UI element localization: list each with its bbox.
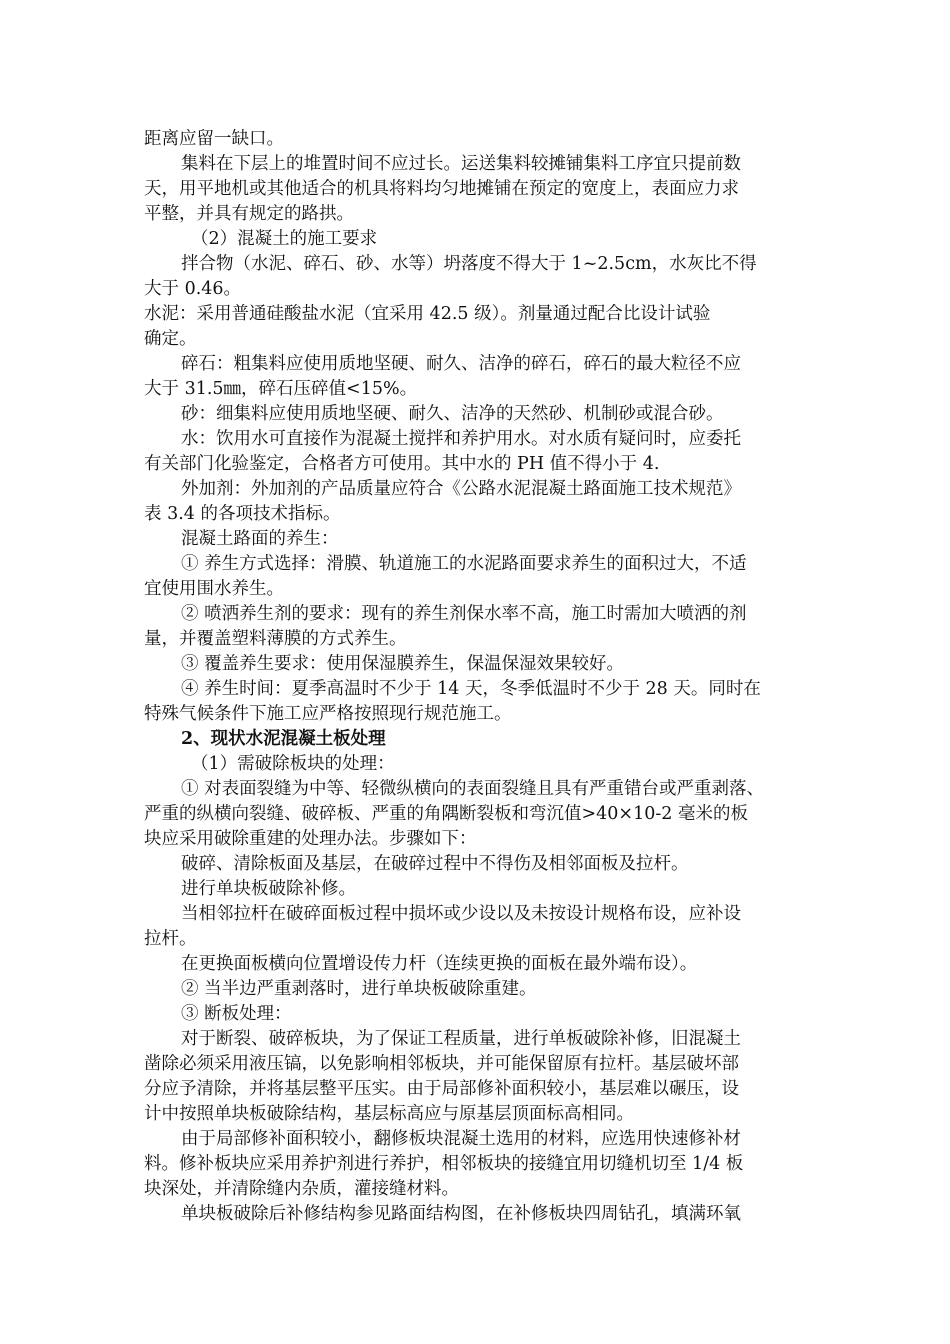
- paragraph-start: 混凝土路面的养生：: [181, 529, 339, 549]
- paragraph-start: 外加剂：外加剂的产品质量应符合《公路水泥混凝土路面施工技术规范》: [181, 479, 741, 499]
- document-body: [144, 127, 814, 1227]
- paragraph-start: 单块板破除后补修结构参见路面结构图，在补修板块四周钻孔，填满环氧: [181, 1204, 741, 1224]
- section-subheading: （1）需破除板块的处理：: [191, 754, 395, 774]
- text-line: 分应予清除，并将基层整平压实。由于局部修补面积较小，基层难以碾压，设: [144, 1079, 739, 1099]
- paragraph-start: 水：饮用水可直接作为混凝土搅拌和养护用水。对水质有疑问时，应委托: [181, 429, 741, 449]
- text-line: 计中按照单块板破除结构，基层标高应与原基层顶面标高相同。: [144, 1104, 634, 1124]
- text-line: 天，用平地机或其他适合的机具将料均匀地摊铺在预定的宽度上，表面应力求: [144, 179, 739, 199]
- text-line: 料。修补板块应采用养护剂进行养护，相邻板块的接缝宜用切缝机切至 1/4 板: [144, 1154, 744, 1174]
- text-line: 凿除必须采用液压镐，以免影响相邻板块，并可能保留原有拉杆。基层破坏部: [144, 1054, 739, 1074]
- paragraph-start: 在更换面板横向位置增设传力杆（连续更换的面板在最外端布设）。: [181, 954, 698, 974]
- text-line: 表 3.4 的各项技术指标。: [144, 504, 341, 524]
- paragraph-start: 砂：细集料应使用质地坚硬、耐久、洁净的天然砂、机制砂或混合砂。: [181, 404, 724, 424]
- list-item: ① 对表面裂缝为中等、轻微纵横向的表面裂缝且具有严重错台或严重剥落、: [181, 779, 765, 799]
- paragraph-start: 集料在下层上的堆置时间不应过长。运送集料较摊铺集料工序宜只提前数: [181, 154, 741, 174]
- text-line: 大于 31.5㎜，碎石压碎值<15%。: [144, 379, 418, 399]
- list-item: ④ 养生时间：夏季高温时不少于 14 天，冬季低温时不少于 28 天。同时在: [181, 679, 761, 699]
- paragraph-start: 水泥：采用普通硅酸盐水泥（宜采用 42.5 级）。剂量通过配合比设计试验: [144, 304, 711, 324]
- text-line: 特殊气候条件下施工应严格按照现行规范施工。: [144, 704, 512, 724]
- text-line: 确定。: [144, 329, 197, 349]
- paragraph-start: 破碎、清除板面及基层，在破碎过程中不得伤及相邻面板及拉杆。: [181, 854, 689, 874]
- paragraph-start: 拌合物（水泥、碎石、砂、水等）坍落度不得大于 1~2.5cm，水灰比不得: [181, 254, 757, 274]
- section-heading: 2、现状水泥混凝土板处理: [181, 729, 386, 749]
- paragraph-start: 碎石：粗集料应使用质地坚硬、耐久、洁净的碎石，碎石的最大粒径不应: [181, 354, 741, 374]
- text-line: 严重的纵横向裂缝、破碎板、严重的角隅断裂板和弯沉值>40×10-2 毫米的板: [144, 804, 748, 824]
- list-item: ③ 断板处理：: [181, 1004, 292, 1024]
- text-line: 块应采用破除重建的处理办法。步骤如下：: [144, 829, 477, 849]
- list-item: ② 喷洒养生剂的要求：现有的养生剂保水率不高，施工时需加大喷洒的剂: [181, 604, 747, 624]
- text-line: 块深处，并清除缝内杂质，灌接缝材料。: [144, 1179, 459, 1199]
- text-line: 有关部门化验鉴定，合格者方可使用。其中水的 PH 值不得小于 4.: [144, 454, 660, 474]
- text-line: 拉杆。: [144, 929, 197, 949]
- text-line: 量，并覆盖塑料薄膜的方式养生。: [144, 629, 407, 649]
- paragraph-start: 进行单块板破除补修。: [181, 879, 356, 899]
- paragraph-start: 由于局部修补面积较小，翻修板块混凝土选用的材料，应选用快速修补材: [181, 1129, 741, 1149]
- text-line: 大于 0.46。: [144, 279, 242, 299]
- text-line: 平整，并具有规定的路拱。: [144, 204, 354, 224]
- section-subheading: （2）混凝土的施工要求: [191, 229, 378, 249]
- text-line: 距离应留一缺口。: [144, 129, 284, 149]
- list-item: ② 当半边严重剥落时，进行单块板破除重建。: [181, 979, 537, 999]
- list-item: ① 养生方式选择：滑膜、轨道施工的水泥路面要求养生的面积过大，不适: [181, 554, 747, 574]
- paragraph-start: 对于断裂、破碎板块，为了保证工程质量，进行单板破除补修，旧混凝土: [181, 1029, 741, 1049]
- list-item: ③ 覆盖养生要求：使用保湿膜养生，保温保湿效果较好。: [181, 654, 625, 674]
- paragraph-start: 当相邻拉杆在破碎面板过程中损坏或少设以及未按设计规格布设，应补设: [181, 904, 741, 924]
- text-line: 宜使用围水养生。: [144, 579, 284, 599]
